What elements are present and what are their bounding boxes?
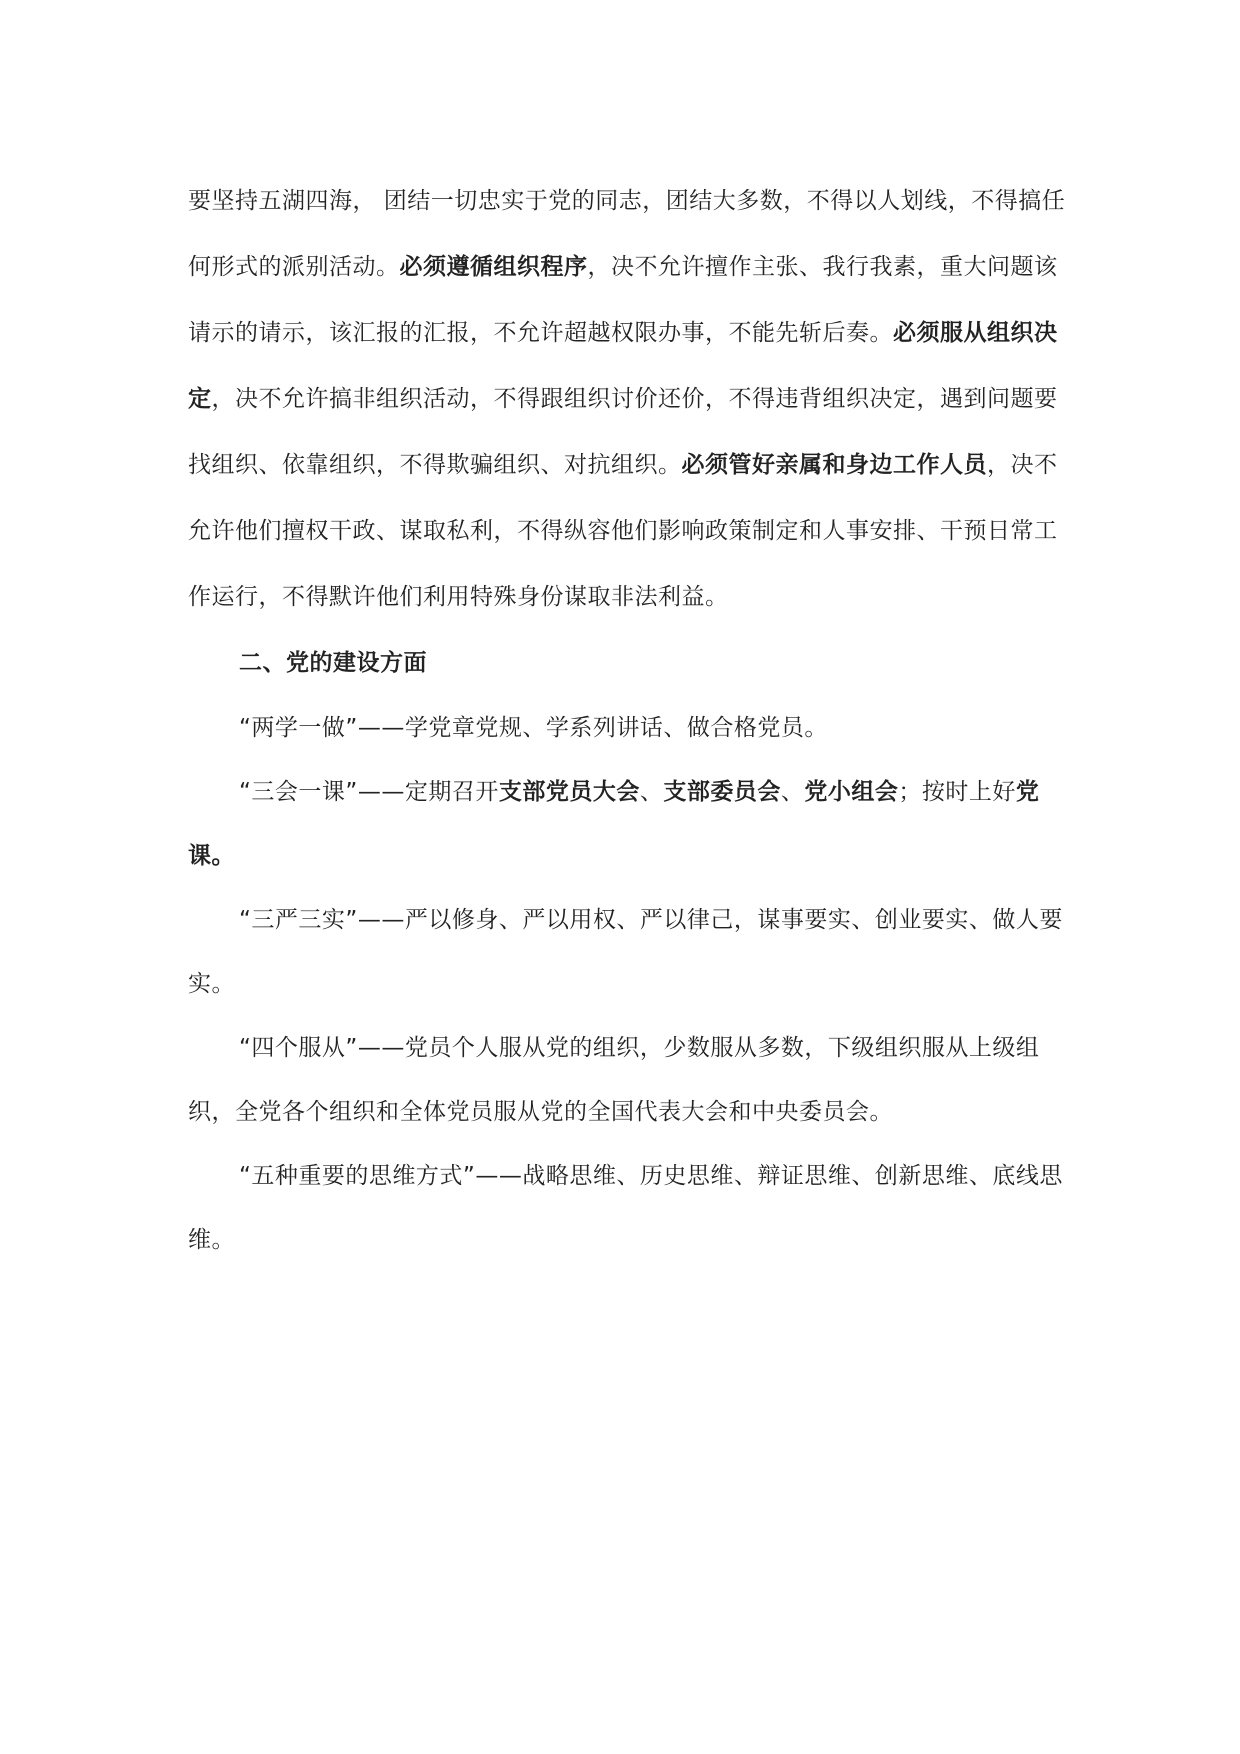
list-item-sanhui [188, 760, 1068, 888]
intro-bold-1: 必须遵循组织程序 [399, 254, 588, 280]
list-item-sanyan [188, 888, 1068, 1016]
paragraph-intro [188, 168, 1068, 630]
intro-bold-3: 必须管好亲属和身边工作人员 [681, 452, 987, 478]
list-item-text-4: ；按时上好 [898, 779, 1016, 805]
document-body [188, 168, 1068, 1272]
list-item-sige [188, 1016, 1068, 1144]
section-heading-text: 二、党的建设方面 [239, 650, 427, 676]
intro-text-3: ，决不允许搞非组织活动，不得跟组织讨价还价，不得违背组织决定，遇到问题要找组织、依靠组织，不得欺骗组织、对抗组织。 [188, 386, 1058, 478]
list-item-bold-1: 支部党员大会 [498, 779, 640, 805]
section-heading [188, 630, 1068, 696]
list-item-bold-2: 支部委员会 [663, 779, 781, 805]
list-item-text-3: 、 [780, 779, 805, 805]
list-item-text: “五种重要的思维方式”——战略思维、历史思维、辩证思维、创新思维、底线思维。 [188, 1163, 1063, 1253]
list-item-text: “四个服从”——党员个人服从党的组织，少数服从多数，下级组织服从上级组织，全党各个组织和全体党员服从党的全国代表大会和中央委员会。 [188, 1035, 1040, 1125]
list-item-text: “两学一做”——学党章党规、学系列讲话、做合格党员。 [239, 715, 828, 741]
list-item-text-1: “三会一课”——定期召开 [239, 779, 499, 805]
list-item-bold-4: 党课。 [188, 779, 1040, 869]
list-item-bold-3: 党小组会 [804, 779, 899, 805]
intro-text-2: ，决不允许擅作主张、我行我素，重大问题该请示的请示，该汇报的汇报，不允许超越权限办事，不能先斩后奏。 [188, 254, 1058, 346]
list-item-text: “三严三实”——严以修身、严以用权、严以律己，谋事要实、创业要实、做人要实。 [188, 907, 1063, 997]
list-item-liangxue [188, 696, 1068, 760]
intro-bold-2: 必须服从组织决定 [188, 320, 1058, 412]
intro-text-4: ，决不允许他们擅权干政、谋取私利，不得纵容他们影响政策制定和人事安排、干预日常工作运行，不得默许他们利用特殊身份谋取非法利益。 [188, 452, 1058, 610]
list-item-wuzhong [188, 1144, 1068, 1272]
intro-text-1: 要坚持五湖四海， 团结一切忠实于党的同志，团结大多数，不得以人划线，不得搞任何形式的派别活动。 [188, 188, 1066, 280]
list-item-text-2: 、 [639, 779, 664, 805]
